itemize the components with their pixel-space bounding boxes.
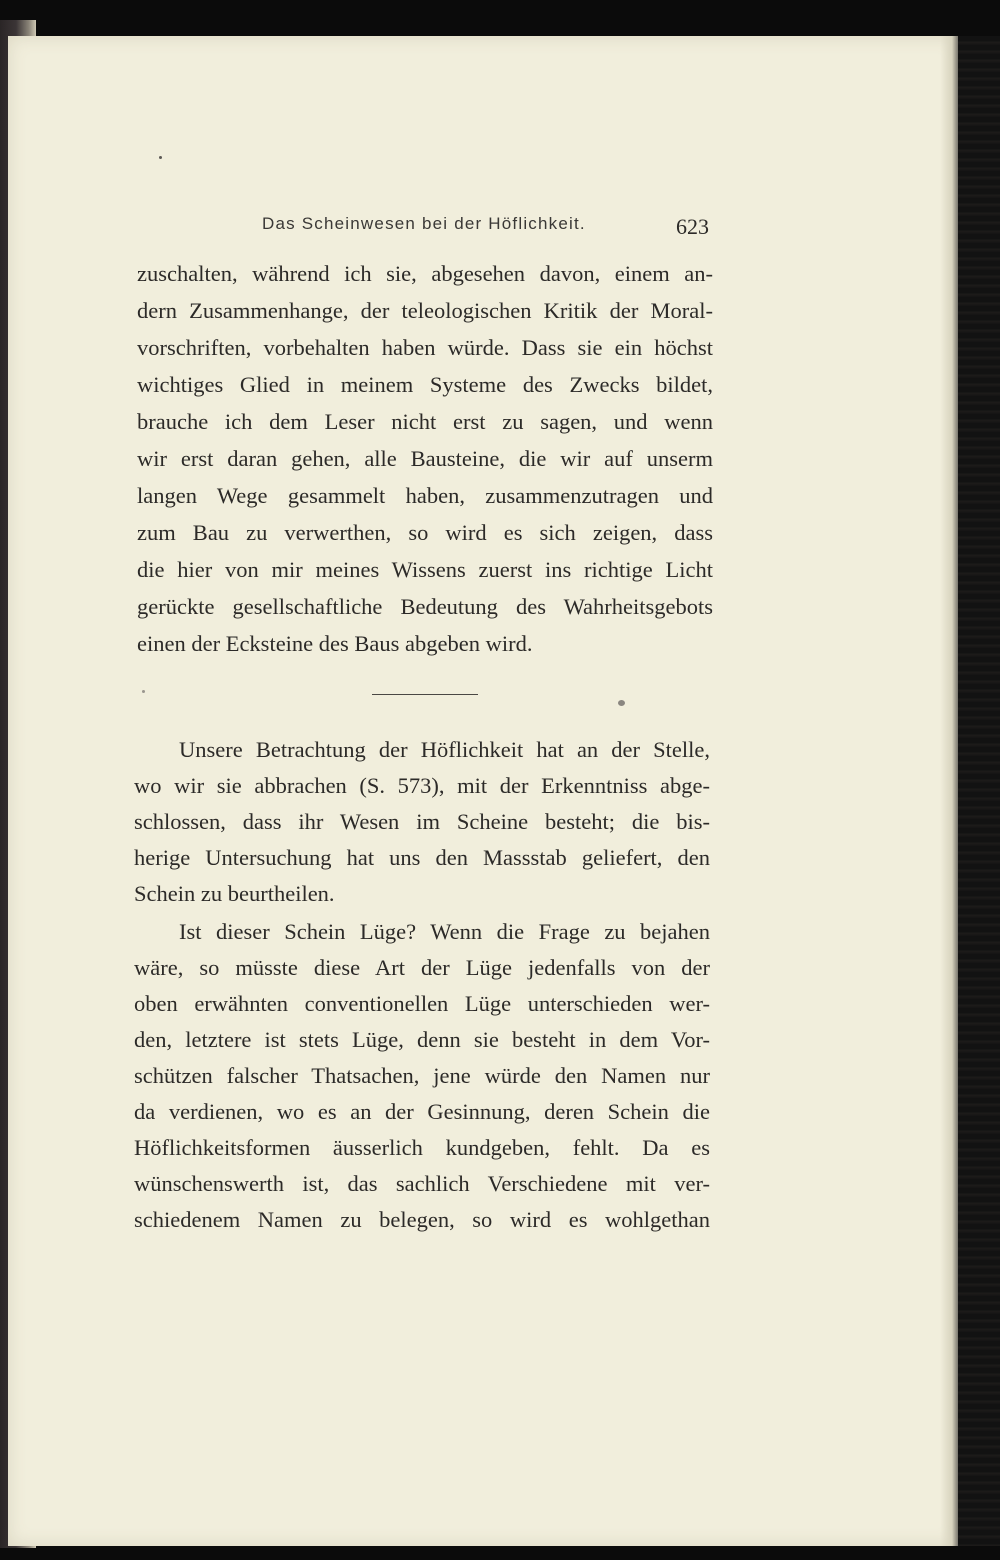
section-divider-rule (372, 694, 478, 695)
text-line: wir erst daran gehen, alle Bausteine, die wir auf unserm (137, 446, 713, 471)
text-line: die hier von mir meines Wissens zuerst ins richtige Licht (137, 557, 713, 582)
text-line: wünschenswerth ist, das sachlich Verschiedene mit ver- (134, 1171, 710, 1196)
text-line: Ist dieser Schein Lüge? Wenn die Frage zu bejahen (179, 919, 710, 944)
text-line: Schein zu beurtheilen. (134, 881, 335, 906)
text-line: wäre, so müsste diese Art der Lüge jedenfalls von der (134, 955, 710, 980)
text-line: dern Zusammenhange, der teleologischen Kritik der Moral- (137, 298, 713, 323)
page-speck (159, 156, 162, 159)
text-line: schützen falscher Thatsachen, jene würde den Namen nur (134, 1063, 710, 1088)
book-edge-right (958, 36, 1000, 1546)
text-line: wichtiges Glied in meinem Systeme des Zwecks bildet, (137, 372, 713, 397)
text-line: vorschriften, vorbehalten haben würde. Dass sie ein höchst (137, 335, 713, 360)
text-line: zuschalten, während ich sie, abgesehen davon, einem an- (137, 261, 713, 286)
text-line: schiedenem Namen zu belegen, so wird es wohlgethan (134, 1207, 710, 1232)
text-line: zum Bau zu verwerthen, so wird es sich zeigen, dass (137, 520, 713, 545)
text-line: herige Untersuchung hat uns den Massstab geliefert, den (134, 845, 710, 870)
page-number: 623 (676, 214, 709, 239)
text-line: wo wir sie abbrachen (S. 573), mit der Erkenntniss abge- (134, 773, 710, 798)
text-line: langen Wege gesammelt haben, zusammenzutragen und (137, 483, 713, 508)
running-header-title: Das Scheinwesen bei der Höflichkeit. (262, 214, 586, 233)
text-line: Unsere Betrachtung der Höflichkeit hat an der Stelle, (179, 737, 710, 762)
text-line: oben erwähnten conventionellen Lüge unterschieden wer- (134, 991, 710, 1016)
text-line: Höflichkeitsformen äusserlich kundgeben, fehlt. Da es (134, 1135, 710, 1160)
page-speck (618, 700, 625, 706)
text-line: da verdienen, wo es an der Gesinnung, deren Schein die (134, 1099, 710, 1124)
page-speck (142, 690, 145, 693)
text-line: schlossen, dass ihr Wesen im Scheine besteht; die bis- (134, 809, 710, 834)
text-line: den, letztere ist stets Lüge, denn sie besteht in dem Vor- (134, 1027, 710, 1052)
page-edge-shadow (940, 36, 960, 1546)
text-line: gerückte gesellschaftliche Bedeutung des Wahrheitsgebots (137, 594, 713, 619)
text-line: brauche ich dem Leser nicht erst zu sagen, und wenn (137, 409, 713, 434)
text-line: einen der Ecksteine des Baus abgeben wird. (137, 631, 533, 656)
